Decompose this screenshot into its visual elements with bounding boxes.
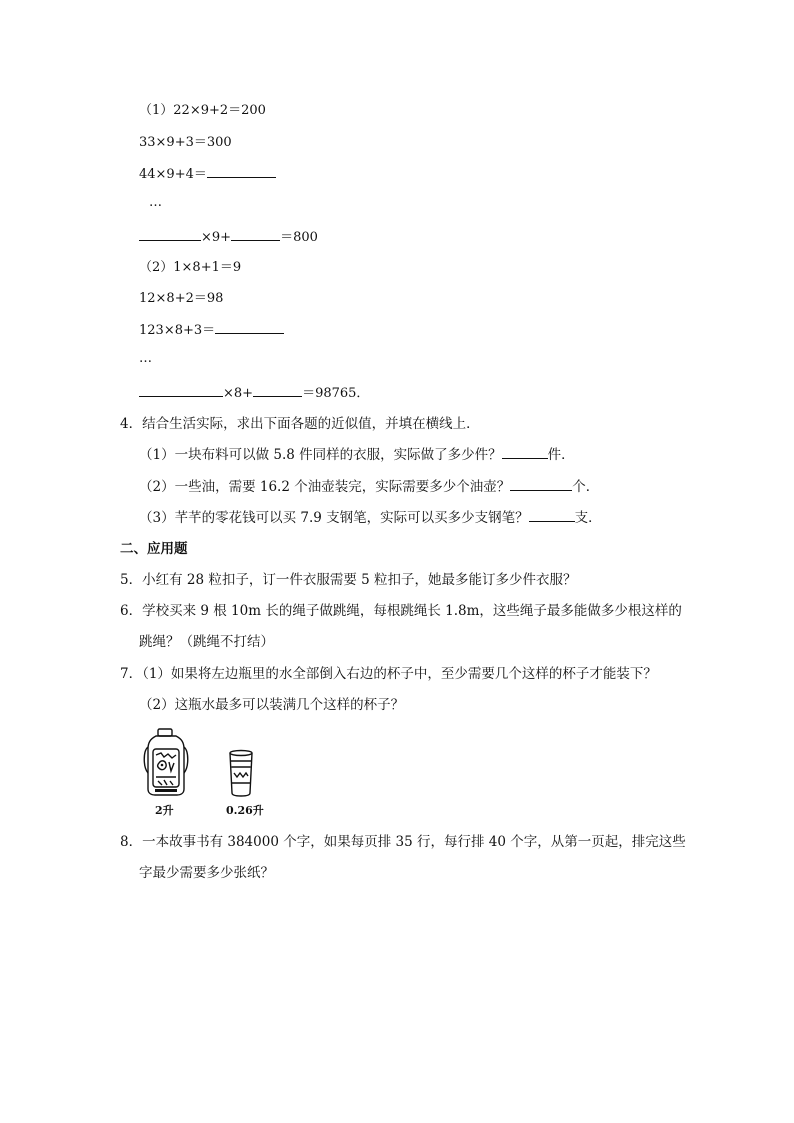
answer-blank[interactable] [139, 383, 223, 397]
q3-p2-line1: （2）1×8+1＝9 [139, 260, 242, 275]
q3-p1-line3 [139, 164, 276, 185]
q4-sub2-unit: 个． [572, 479, 600, 495]
q4-stem: 4．结合生活实际，求出下面各题的近似值，并填在横线上． [120, 416, 480, 432]
q7-line1: 7．（1）如果将左边瓶里的水全部倒入右边的杯子中，至少需要几个这样的杯子才能装下？ [120, 666, 657, 682]
answer-blank[interactable] [510, 477, 572, 491]
answer-blank[interactable] [502, 445, 548, 459]
answer-blank[interactable] [215, 320, 284, 334]
q3-p1-line1: （1）22×9+2＝200 [139, 103, 266, 118]
q7-line2: （2）这瓶水最多可以装满几个这样的杯子？ [139, 697, 405, 713]
cup-figure [227, 749, 255, 797]
q6-line1: 6．学校买来 9 根 10m 长的绳子做跳绳，每根跳绳长 1.8m，这些绳子最多能做多少根这样的 [120, 603, 682, 619]
answer-blank[interactable] [529, 508, 575, 522]
q4-sub1 [139, 445, 575, 465]
q3-p2-ellipsis: … [139, 351, 152, 366]
q3-p1-line3-text: 44×9+4＝ [139, 167, 207, 182]
q3-p2-line2: 12×8+2＝98 [139, 291, 224, 306]
answer-blank[interactable] [253, 383, 302, 397]
q3-p1-line2: 33×9+3＝300 [139, 135, 232, 150]
q5-text: 5．小红有 28 粒扣子，订一件衣服需要 5 粒扣子，她最多能订多少件衣服？ [120, 572, 577, 588]
q3-p1-line5-suffix: ＝800 [280, 230, 318, 245]
q8-line2: 字最少需要多少张纸？ [139, 865, 274, 881]
q4-sub1-text: （1）一块布料可以做 5.8 件同样的衣服，实际做了多少件？ [139, 447, 502, 463]
q3-p1-line5 [139, 227, 318, 248]
q4-sub3-unit: 支． [574, 510, 602, 526]
q4-sub1-unit: 件． [547, 447, 575, 463]
answer-blank[interactable] [207, 164, 276, 178]
q3-p2-line5-suffix: ＝98765． [302, 386, 370, 401]
q6-line2: 跳绳？（跳绳不打结） [139, 634, 274, 650]
bottle-label: 2升 [155, 804, 174, 817]
q8-line1: 8．一本故事书有 384000 个字，如果每页排 35 行，每行排 40 个字，从第一页起，排完这些 [120, 834, 686, 850]
cup-icon [227, 749, 255, 797]
cup-label: 0.26升 [226, 804, 264, 817]
q3-p1-line5-mid: ×9+ [201, 230, 232, 245]
answer-blank[interactable] [231, 227, 280, 241]
answer-blank[interactable] [139, 227, 201, 241]
q3-p2-line5-mid: ×8+ [223, 386, 254, 401]
q3-p1-ellipsis: … [149, 195, 162, 210]
q3-p2-line5 [139, 383, 369, 404]
bottle-icon [142, 727, 190, 799]
q3-p2-line3-text: 123×8+3＝ [139, 323, 216, 338]
q4-sub3-text: （3）芊芊的零花钱可以买 7.9 支钢笔，实际可以买多少支钢笔？ [139, 510, 529, 526]
q3-p2-line3 [139, 320, 284, 341]
q4-sub2-text: （2）一些油，需要 16.2 个油壶装完，实际需要多少个油壶？ [139, 479, 511, 495]
bottle-figure [142, 727, 190, 799]
q4-sub2 [139, 477, 599, 497]
section-title: 二、应用题 [120, 541, 188, 557]
q4-sub3 [139, 508, 602, 528]
